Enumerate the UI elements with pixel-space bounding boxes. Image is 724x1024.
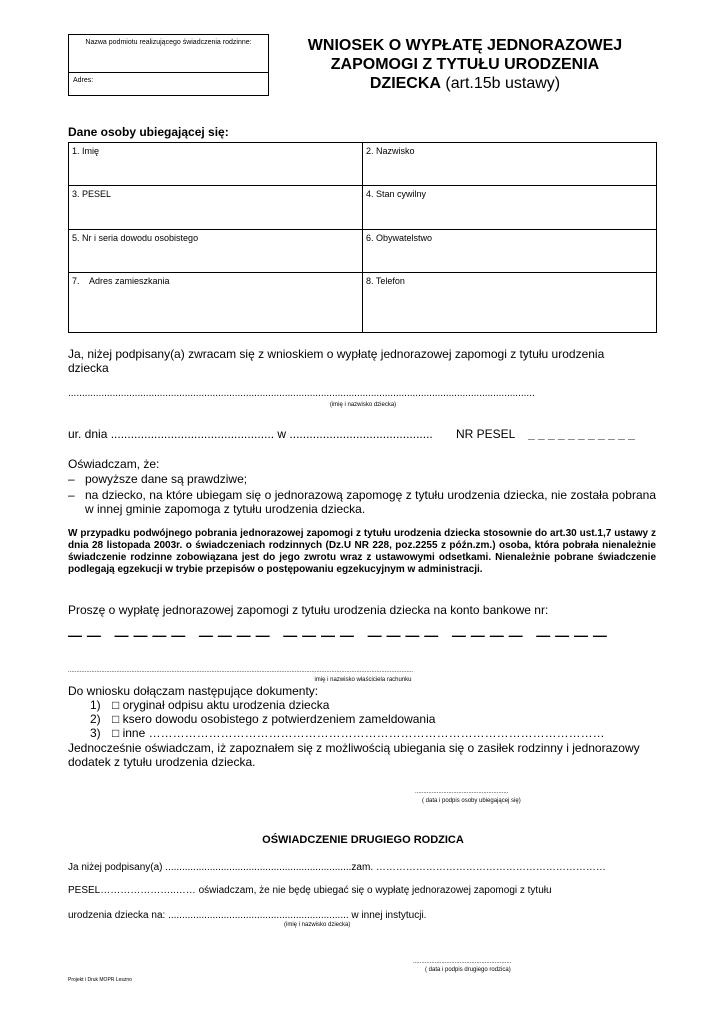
declaration-item: [68, 488, 656, 516]
second-parent-line-3[interactable]: urodzenia dziecka na: ................................................................. w innej instytucji.: [68, 910, 427, 921]
field-address[interactable]: 7. Adres zamieszkania: [69, 273, 363, 333]
title-line-3-bold: DZIECKA: [369, 75, 441, 92]
applicant-heading: Dane osoby ubiegającej się:: [68, 125, 229, 139]
field-pesel[interactable]: 3. PESEL: [69, 186, 363, 230]
second-parent-heading: OŚWIADCZENIE DRUGIEGO RODZICA: [262, 834, 464, 846]
dash-marker: –: [68, 488, 75, 502]
field-last-name[interactable]: 2. Nazwisko: [363, 143, 657, 186]
bank-request-text: Proszę o wypłatę jednorazowej zapomogi z tytułu urodzenia dziecka na konto bankowe nr:: [68, 603, 549, 617]
field-phone[interactable]: 8. Telefon: [363, 273, 657, 333]
attachments-intro: Do wniosku dołączam następujące dokumenty:: [68, 684, 319, 698]
institution-box: [68, 34, 269, 96]
account-owner-caption: imię i nazwisko właściciela rachunku: [314, 677, 412, 683]
child-name-dots[interactable]: ........................................................................................................................................................................: [68, 388, 535, 399]
declaration-list: [68, 472, 656, 516]
attachment-number: 2): [90, 712, 101, 726]
field-marital-status[interactable]: 4. Stan cywilny: [363, 186, 657, 230]
pesel-label: NR PESEL: [456, 427, 516, 441]
applicant-signature-dots[interactable]: ........................................................: [415, 789, 509, 795]
account-owner-dots[interactable]: ...............................................................................................................................................................................................................: [68, 668, 414, 674]
field-id-number[interactable]: 5. Nr i seria dowodu osobistego: [69, 230, 363, 273]
declaration-intro: Oświadczam, że:: [68, 457, 160, 471]
second-parent-signature-dots[interactable]: ...........................................................: [413, 959, 512, 965]
field-citizenship[interactable]: 6. Obywatelstwo: [363, 230, 657, 273]
legal-warning: W przypadku podwójnego pobrania jednorazowej zapomogi z tytułu urodzenia dziecka stosownie do art.30 ust.1,7 ustawy z dnia 28 listopada 2003r. o świadczeniach rodzinnych (Dz.U NR 228, poz.2255 z późn.zm.) osoba, która pobrała nienależnie świadczenie rodzinne zobowiązana jest do jego zwrotu wraz z ustawowymi odsetkami. Nienależnie pobrane świadczenie podlegają egzekucji w trybie przepisów o postępowaniu egzekucyjnym w administracji.: [68, 528, 656, 575]
footer-print-info: Projekt i Druk MOPR Leszno: [68, 977, 132, 983]
pesel-blanks[interactable]: _ _ _ _ _ _ _ _ _ _ _: [528, 427, 635, 441]
child-name-caption: (imię i nazwisko dziecka): [329, 402, 397, 408]
attachments-list: [90, 698, 656, 740]
title-line-1: WNIOSEK O WYPŁATĘ JEDNORAZOWEJ: [307, 37, 623, 54]
dash-marker: –: [68, 472, 75, 486]
applicant-table: [68, 142, 657, 333]
attachment-item[interactable]: [90, 698, 656, 712]
institution-label: Nazwa podmiotu realizującego świadczenia rodzinne:: [69, 35, 268, 73]
second-parent-signature-caption: ( data i podpis drugiego rodzica): [425, 967, 511, 973]
attachment-item[interactable]: [90, 712, 656, 726]
applicant-signature-caption: ( data i podpis osoby ubiegającej się): [422, 798, 521, 804]
attachment-number: 1): [90, 698, 101, 712]
request-text: Ja, niżej podpisany(a) zwracam się z wnioskiem o wypłatę jednorazowej zapomogi z tytułu urodzenia dziecka: [68, 347, 605, 375]
attachment-text: □ oryginał odpisu aktu urodzenia dziecka: [112, 698, 330, 712]
title-line-2: ZAPOMOGI Z TYTUŁU URODZENIA: [330, 56, 600, 73]
declaration-item-text: na dziecko, na które ubiegam się o jednorazową zapomogę z tytułu urodzenia dziecka, nie została pobrana w innej gminie zapomoga z tytułu urodzenia dziecka.: [85, 488, 656, 516]
bank-account-blanks[interactable]: — — — — — — — — — — — — — — — — — — — — — — — — — —: [68, 627, 608, 643]
info-statement: Jednocześnie oświadczam, iż zapoznałem się z możliwością ubiegania się o zasiłek rodzinny i jednorazowy dodatek z tytułu urodzenia dziecka.: [68, 741, 640, 769]
attachment-text: □ ksero dowodu osobistego z potwierdzeniem zameldowania: [112, 712, 436, 726]
declaration-item-text: powyższe dane są prawdziwe;: [85, 472, 248, 486]
attachment-text: □ inne ……………………………………………………………………………………………………: [112, 726, 605, 740]
second-parent-child-caption: (imię i nazwisko dziecka): [284, 922, 351, 928]
field-first-name[interactable]: 1. Imię: [69, 143, 363, 186]
attachment-item[interactable]: [90, 726, 656, 740]
attachment-number: 3): [90, 726, 101, 740]
declaration-item: [68, 472, 656, 486]
birth-line[interactable]: ur. dnia ................................................. w ...........................................: [68, 427, 433, 441]
form-title: [285, 36, 645, 93]
title-line-3-normal: (art.15b ustawy): [440, 75, 561, 92]
second-parent-line-2[interactable]: PESEL…………………..…… oświadczam, że nie będę ubiegać się o wypłatę jednorazowej zapomogi z tytułu: [68, 885, 552, 896]
address-label: Adres:: [73, 77, 94, 84]
second-parent-line-1[interactable]: Ja niżej podpisany(a) ...................................................................zam. ……………………………………………………………: [68, 862, 606, 873]
